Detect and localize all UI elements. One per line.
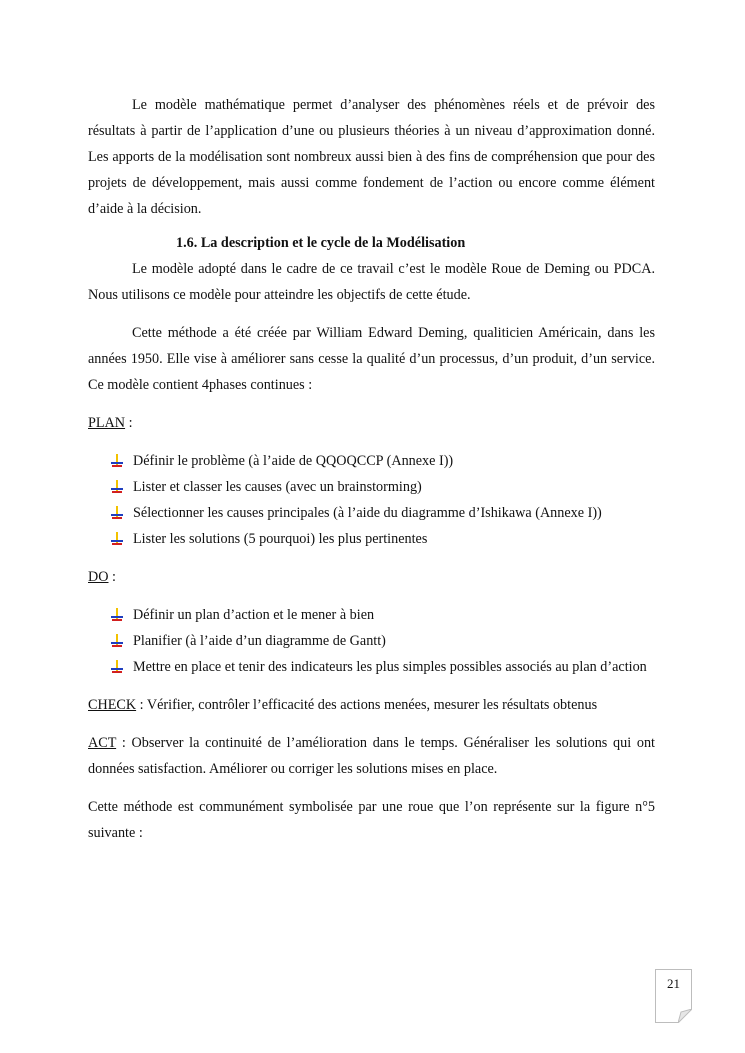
act-label: ACT [88, 735, 117, 751]
plan-list [88, 448, 655, 552]
plan-item-text: Définir le problème (à l’aide de QQOQCCP (Annexe I)) [133, 453, 454, 469]
plan-item-text: Sélectionner les causes principales (à l’aide du diagramme d’Ishikawa (Annexe I)) [133, 505, 602, 521]
pushpin-bullet-icon [110, 532, 124, 546]
list-item [88, 474, 655, 500]
method-origin-paragraph: Cette méthode a été créée par William Edward Deming, qualiticien Américain, dans les années 1950. Elle vise à améliorer sans cesse la qualité d’un processus, d’un produit, d’un service. Ce modèle contient 4phases continues : [88, 325, 655, 393]
page-number: 21 [667, 976, 680, 991]
list-item [88, 526, 655, 552]
list-item [88, 628, 655, 654]
do-suffix: : [108, 569, 116, 585]
document-page [88, 92, 655, 846]
pushpin-bullet-icon [110, 454, 124, 468]
intro-paragraph: Le modèle mathématique permet d’analyser des phénomènes réels et de prévoir des résultats à partir de l’application d’une ou plusieurs théories à un niveau d’approximation donné. Les apports de la modélisation sont nombreux aussi bien à des fins de compréhension que pour des projets de développement, mais aussi comme fondement de l’action ou encore comme élément d’aide à la décision. [88, 97, 655, 217]
plan-item-text: Lister et classer les causes (avec un brainstorming) [133, 479, 422, 495]
pushpin-bullet-icon [110, 634, 124, 648]
plan-suffix: : [125, 415, 133, 431]
page-number-box [655, 969, 692, 1023]
check-text: : Vérifier, contrôler l’efficacité des actions menées, mesurer les résultats obtenus [136, 697, 598, 713]
check-paragraph [88, 692, 655, 718]
do-label: DO [88, 569, 109, 585]
do-heading [88, 564, 655, 590]
pushpin-bullet-icon [110, 608, 124, 622]
do-item-text: Planifier (à l’aide d’un diagramme de Gantt) [133, 633, 386, 649]
list-item [88, 448, 655, 474]
pushpin-bullet-icon [110, 506, 124, 520]
do-item-text: Mettre en place et tenir des indicateurs les plus simples possibles associés au plan d’action [133, 659, 647, 675]
act-paragraph [88, 730, 655, 782]
list-item [88, 602, 655, 628]
pushpin-bullet-icon [110, 480, 124, 494]
model-adopted-paragraph: Le modèle adopté dans le cadre de ce travail c’est le modèle Roue de Deming ou PDCA. Nous utilisons ce modèle pour atteindre les objectifs de cette étude. [88, 261, 655, 303]
do-list [88, 602, 655, 680]
folded-corner-icon [678, 1009, 692, 1023]
list-item [88, 654, 655, 680]
do-item-text: Définir un plan d’action et le mener à bien [133, 607, 375, 623]
check-label: CHECK [88, 697, 137, 713]
plan-heading [88, 410, 655, 436]
plan-item-text: Lister les solutions (5 pourquoi) les plus pertinentes [133, 531, 428, 547]
plan-label: PLAN [88, 415, 126, 431]
pushpin-bullet-icon [110, 660, 124, 674]
act-text: : Observer la continuité de l’amélioration dans le temps. Généraliser les solutions qui ont données satisfaction. Améliorer ou corriger les solutions mises en place. [88, 735, 655, 777]
section-heading: 1.6. La description et le cycle de la Modélisation [176, 235, 466, 251]
closing-paragraph: Cette méthode est communément symbolisée par une roue que l’on représente sur la figure n°5 suivante : [88, 799, 655, 841]
list-item [88, 500, 655, 526]
